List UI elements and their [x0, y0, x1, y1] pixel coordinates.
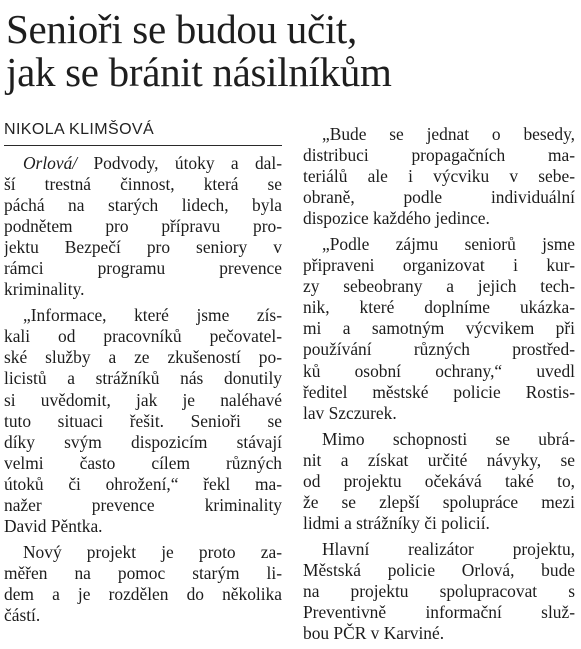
right-column [303, 124, 575, 649]
text-line: nit a získat určité návyky, se [303, 449, 575, 470]
text-line: díky svým dispozicím stávají [4, 431, 282, 452]
text-line: rámci programu prevence [4, 258, 282, 279]
text-line: na projektu spolupracovat s [303, 580, 575, 601]
text-line: nik, které doplníme ukázka- [303, 297, 575, 318]
text-line: jektu Bezpečí pro seniory v [4, 237, 282, 258]
headline-line-1: Senioři se budou učit, [6, 6, 357, 52]
text-line: zy sebeobrany a jejich tech- [303, 276, 575, 297]
text-line: si uvědomit, jak je naléhavé [4, 389, 282, 410]
text-line: podnětem pro přípravu pro- [4, 216, 282, 237]
article-headline [6, 8, 576, 94]
text-line: částí. [4, 604, 41, 625]
text-line: tuto situaci řešit. Senioři se [4, 410, 282, 431]
text-line: dem a je rozdělen do několika [4, 583, 282, 604]
text-line: Preventivně informační služ- [303, 602, 575, 623]
text-line: lav Szczurek. [303, 402, 397, 423]
text-line: velmi často cílem různých [4, 452, 282, 473]
text-line: distribuci propagačních ma- [303, 145, 575, 166]
text-line: ší trestná činnost, která se [4, 174, 282, 195]
text-line: Hlavní realizátor projektu, [322, 538, 575, 559]
column-divider [291, 124, 292, 624]
text-line: „Informace, které jsme zís- [23, 305, 282, 326]
text-line: útoků či ohrožení,“ řekl ma- [4, 473, 282, 494]
text-line: měřen na pomoc starým li- [4, 562, 282, 583]
text-line: teriálů ale i výcviku v sebe- [303, 166, 575, 187]
paragraph-expectations [303, 429, 575, 534]
text-line: licistů a strážníků nás donutily [4, 368, 282, 389]
text-line: dispozice každého jedince. [303, 208, 490, 229]
text-line: používání různých prostřed- [303, 339, 575, 360]
text-line: kriminality. [4, 279, 85, 300]
author-byline: NIKOLA KLIMŠOVÁ [4, 121, 282, 146]
text-line: ské služby a ze zkušeností po- [4, 347, 282, 368]
paragraph-realizator [303, 539, 575, 644]
text-line: „Bude se jednat o besedy, [322, 124, 575, 144]
text-line: „Podle zájmu seniorů jsme [322, 234, 575, 255]
text-line: lidmi a strážníky či policií. [303, 512, 490, 533]
text-line: kali od pracovníků pečovatel- [4, 326, 282, 347]
text-line: mi a samotným výcvikem při [303, 318, 575, 339]
dateline-location: Orlová/ [23, 153, 78, 173]
text-line: že se zlepší spolupráce mezi [303, 491, 575, 512]
text-line: ředitel městské policie Rostis- [303, 381, 575, 402]
text-line: od projektu očekává také to, [303, 470, 575, 491]
text-line: páchá na starých lidech, byla [4, 195, 282, 216]
text-line: bou PČR v Karviné. [303, 623, 445, 644]
text-line: Městská policie Orlová, bude [303, 559, 575, 580]
text-line: připraveni organizovat i kur- [303, 255, 575, 276]
text-line: Mimo schopnosti se ubrá- [322, 428, 575, 449]
text-line: obraně, podle individuální [303, 187, 575, 208]
text-line: Orlová/ Podvody, útoky a dal- [23, 153, 282, 173]
paragraph-intro [4, 153, 282, 300]
paragraph-quote-pentka [4, 305, 282, 537]
text-line: David Pěntka. [4, 515, 103, 536]
left-column [4, 153, 282, 631]
headline-line-2: jak se bránit násilníkům [6, 49, 392, 95]
text-line: ků osobní ochrany,“ uvedl [303, 360, 575, 381]
paragraph-project [4, 542, 282, 626]
text-line: Nový projekt je proto za- [23, 541, 282, 562]
paragraph-besedy [303, 124, 575, 229]
text-line: nažer prevence kriminality [4, 494, 282, 515]
paragraph-quote-szczurek [303, 234, 575, 423]
